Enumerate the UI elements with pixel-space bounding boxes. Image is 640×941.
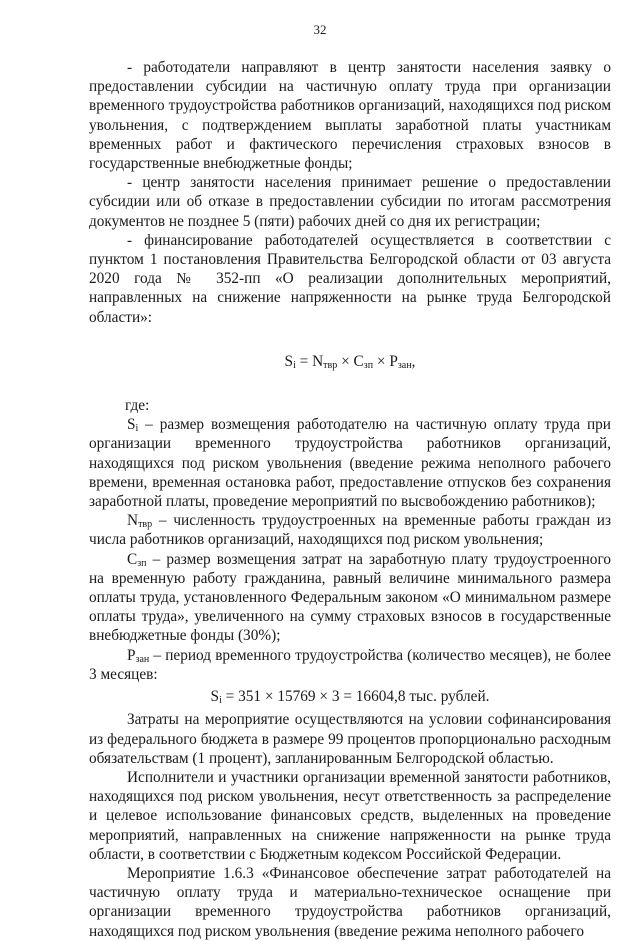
formula-p-subscript: зан	[397, 359, 412, 371]
formula-times-c: × C	[337, 352, 364, 370]
formula-n-subscript: твр	[323, 359, 338, 371]
formula-compensation	[89, 352, 611, 371]
formula-eq-n: = N	[295, 352, 324, 370]
formula-s: S	[284, 352, 294, 370]
formula-c-subscript: зп	[363, 359, 374, 371]
definition-c: $C_{зп}$ – размер возмещения затрат на заработную плату трудоустроенного на временную работу гражданина, равный величине минимального размера оплаты труда, установленного Федеральным законом «О минимальном размере оплаты труда», увеличенного на сумму страховых взносов в государственные внебюджетные фонды (30%);	[89, 550, 611, 645]
paragraph-responsibility: Исполнители и участники организации временной занятости работников, находящихся под риском увольнения, несут ответственность за распределение и целевое использование финансовых средств, выделенных на проведение мероприятий, направленных на снижение напряженности на рынке труда области, в соответствии с Бюджетным кодексом Российской Федерации.	[89, 768, 611, 863]
paragraph-cofinancing: Затраты на мероприятие осуществляются на условии софинансирования из федерального бюджета в размере 99 процентов пропорционально расходным обязательствам (1 процент), запланированным Белгородской областью.	[89, 711, 611, 767]
formula-s-subscript: i	[293, 359, 296, 371]
where-label: где:	[125, 397, 150, 415]
paragraph-employers-application: - работодатели направляют в центр занятости населения заявку о предоставлении субсидии на частичную оплату труда при организации временного трудоустройства работников организаций, находящихся под риском увольнения, с подтверждением выплаты заработной платы участникам временных работ и фактического перечисления страховых взносов в государственные внебюджетные фонды;	[89, 59, 611, 173]
formula-calculation: $S_i = 351 \times 15769 \times 3 = 16604,8$ тыс. рублей.	[210, 688, 490, 707]
definition-n: $N_{твр}$ – численность трудоустроенных на временные работы граждан из числа работников организаций, находящихся под риском увольнения;	[89, 512, 611, 549]
paragraph-measure-1-6-3: Мероприятие 1.6.3 «Финансовое обеспечение затрат работодателей на частичную оплату труда и материально-техническое оснащение при организации временного трудоустройства работников организаций, находящихся под риском увольнения (введение режима неполного рабочего	[89, 864, 611, 940]
paragraph-financing: - финансирование работодателей осуществляется в соответствии с пунктом 1 постановления Правительства Белгородской области от 03 августа 2020 года № 352-пп «О реализации дополнительных мероприятий, направленных на снижение напряженности на рынке труда Белгородской области»:	[89, 231, 611, 326]
page-number: 32	[313, 22, 327, 37]
document-body	[89, 58, 611, 941]
definition-s: $S_i$ – размер возмещения работодателю на частичную оплату труда при организации временного трудоустройства работников организаций, находящихся под риском увольнения (введение режима неполного рабочего времени, временная остановка работ, предоставление отпусков без сохранения заработной платы, проведение мероприятий по высвобождению работников);	[89, 416, 611, 511]
definition-p: $P_{зан}$ – период временного трудоустройства (количество месяцев), не более 3 месяцев:	[89, 646, 611, 683]
formula-times-p: × P	[373, 352, 398, 370]
formula-end: ,	[411, 352, 416, 370]
paragraph-employment-center-decision: - центр занятости населения принимает решение о предоставлении субсидии или об отказе в предоставлении субсидии по итогам рассмотрения документов не позднее 5 (пяти) рабочих дней со дня их регистрации;	[89, 174, 611, 230]
